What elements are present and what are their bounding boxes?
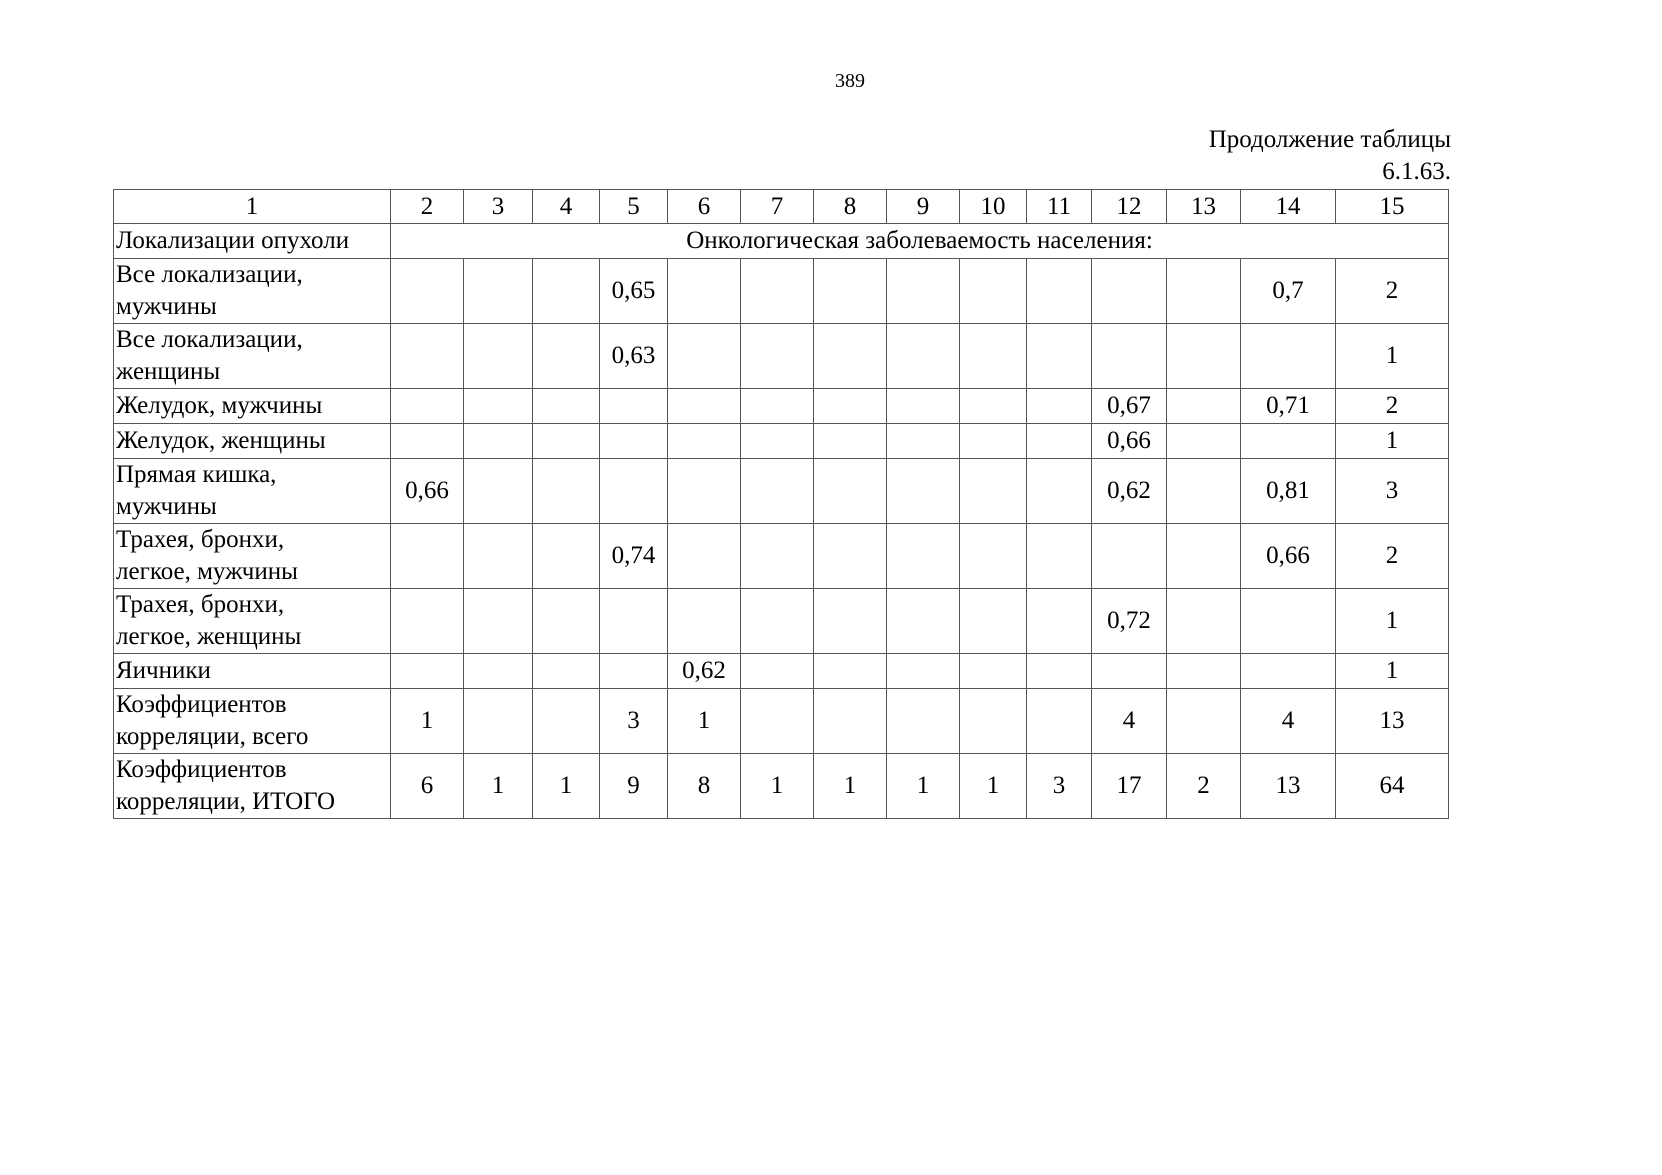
value-cell: [1027, 689, 1092, 754]
row-label-line: корреляции, ИТОГО: [116, 788, 336, 815]
value-cell: 0,81: [1241, 459, 1336, 524]
value-cell: [533, 524, 600, 589]
value-cell: [1167, 259, 1241, 324]
column-number-cell: 15: [1336, 190, 1449, 224]
value-cell: 4: [1092, 689, 1167, 754]
table-row: [114, 524, 1449, 589]
value-cell: [960, 689, 1027, 754]
row-label-cell: [114, 389, 391, 424]
value-cell: 2: [1336, 524, 1449, 589]
value-cell: [741, 459, 814, 524]
row-label-cell: [114, 524, 391, 589]
value-cell: [533, 459, 600, 524]
value-cell: 1: [464, 754, 533, 819]
value-cell: [391, 524, 464, 589]
value-cell: [960, 389, 1027, 424]
value-cell: [391, 259, 464, 324]
row-label-cell: [114, 324, 391, 389]
value-cell: 0,72: [1092, 589, 1167, 654]
row-label-cell: [114, 424, 391, 459]
value-cell: [668, 389, 741, 424]
column-number-cell: 6: [668, 190, 741, 224]
value-cell: 1: [814, 754, 887, 819]
value-cell: [814, 424, 887, 459]
value-cell: 1: [887, 754, 960, 819]
value-cell: 0,62: [668, 654, 741, 689]
value-cell: [600, 459, 668, 524]
value-cell: 0,63: [600, 324, 668, 389]
value-cell: [1167, 654, 1241, 689]
value-cell: [1167, 589, 1241, 654]
value-cell: [741, 589, 814, 654]
value-cell: 0,66: [391, 459, 464, 524]
value-cell: [533, 654, 600, 689]
value-cell: [600, 654, 668, 689]
value-cell: [533, 259, 600, 324]
value-cell: 9: [600, 754, 668, 819]
row-label-line: Коэффициентов: [116, 756, 287, 783]
value-cell: [887, 654, 960, 689]
value-cell: 0,7: [1241, 259, 1336, 324]
column-number-cell: 4: [533, 190, 600, 224]
value-cell: [391, 389, 464, 424]
value-cell: 0,62: [1092, 459, 1167, 524]
value-cell: 1: [668, 689, 741, 754]
row-label-line: корреляции, всего: [116, 723, 309, 750]
value-cell: [668, 424, 741, 459]
value-cell: 4: [1241, 689, 1336, 754]
value-cell: 1: [960, 754, 1027, 819]
value-cell: [533, 424, 600, 459]
table-caption-line1: Продолжение таблицы: [1208, 126, 1451, 153]
row-label-line: Трахея, бронхи,: [116, 526, 285, 553]
row-label-cell: [114, 259, 391, 324]
row-label-line: Прямая кишка,: [116, 461, 277, 488]
value-cell: 0,66: [1092, 424, 1167, 459]
value-cell: [741, 524, 814, 589]
value-cell: [533, 389, 600, 424]
value-cell: [668, 259, 741, 324]
value-cell: 0,74: [600, 524, 668, 589]
header-span-cell: Онкологическая заболеваемость населения:: [391, 224, 1449, 259]
value-cell: [1027, 459, 1092, 524]
value-cell: [1027, 524, 1092, 589]
value-cell: [1167, 424, 1241, 459]
value-cell: [814, 524, 887, 589]
column-number-cell: 13: [1167, 190, 1241, 224]
value-cell: [1027, 424, 1092, 459]
data-table: [113, 189, 1449, 819]
table-row: [114, 324, 1449, 389]
value-cell: [887, 689, 960, 754]
value-cell: [464, 589, 533, 654]
value-cell: [741, 654, 814, 689]
value-cell: [1092, 524, 1167, 589]
column-number-cell: 8: [814, 190, 887, 224]
table-row: [114, 689, 1449, 754]
value-cell: [887, 459, 960, 524]
row-label-line: Яичники: [116, 657, 211, 684]
value-cell: 6: [391, 754, 464, 819]
column-number-cell: 1: [114, 190, 391, 224]
table-row: [114, 259, 1449, 324]
table-row: [114, 654, 1449, 689]
value-cell: 1: [533, 754, 600, 819]
value-cell: [668, 324, 741, 389]
value-cell: [887, 589, 960, 654]
value-cell: [464, 259, 533, 324]
value-cell: [464, 389, 533, 424]
value-cell: 0,67: [1092, 389, 1167, 424]
value-cell: [391, 424, 464, 459]
table-row: [114, 459, 1449, 524]
table-row: [114, 389, 1449, 424]
value-cell: [1092, 324, 1167, 389]
row-label-line: мужчины: [116, 493, 217, 520]
value-cell: [887, 424, 960, 459]
value-cell: 2: [1336, 259, 1449, 324]
value-cell: [814, 389, 887, 424]
value-cell: [464, 689, 533, 754]
value-cell: [960, 654, 1027, 689]
value-cell: [960, 459, 1027, 524]
value-cell: [1167, 324, 1241, 389]
value-cell: [741, 424, 814, 459]
value-cell: [741, 259, 814, 324]
value-cell: 0,71: [1241, 389, 1336, 424]
value-cell: [464, 459, 533, 524]
value-cell: [960, 524, 1027, 589]
row-label-cell: [114, 654, 391, 689]
table-row: [114, 754, 1449, 819]
row-label-line: Все локализации,: [116, 261, 303, 288]
value-cell: 2: [1167, 754, 1241, 819]
row-label-line: Все локализации,: [116, 326, 303, 353]
value-cell: [1241, 424, 1336, 459]
value-cell: [1167, 524, 1241, 589]
value-cell: [668, 459, 741, 524]
row-label-line: легкое, мужчины: [116, 558, 298, 585]
column-number-cell: 9: [887, 190, 960, 224]
value-cell: 13: [1336, 689, 1449, 754]
column-number-cell: 12: [1092, 190, 1167, 224]
value-cell: 1: [1336, 424, 1449, 459]
value-cell: [668, 589, 741, 654]
value-cell: 3: [1027, 754, 1092, 819]
row-label-cell: [114, 459, 391, 524]
value-cell: [1027, 589, 1092, 654]
value-cell: [814, 324, 887, 389]
value-cell: [1167, 689, 1241, 754]
value-cell: 64: [1336, 754, 1449, 819]
value-cell: [960, 424, 1027, 459]
value-cell: 0,65: [600, 259, 668, 324]
value-cell: [887, 389, 960, 424]
row-label-line: Желудок, мужчины: [116, 392, 323, 419]
row-label-line: Желудок, женщины: [116, 427, 326, 454]
header-row: [114, 224, 1449, 259]
value-cell: 1: [1336, 589, 1449, 654]
value-cell: [814, 259, 887, 324]
value-cell: [887, 324, 960, 389]
value-cell: [464, 654, 533, 689]
row-label-line: Трахея, бронхи,: [116, 591, 285, 618]
value-cell: [600, 424, 668, 459]
value-cell: 13: [1241, 754, 1336, 819]
value-cell: 0,66: [1241, 524, 1336, 589]
value-cell: [1027, 389, 1092, 424]
value-cell: [668, 524, 741, 589]
value-cell: [960, 324, 1027, 389]
row-label-line: мужчины: [116, 293, 217, 320]
value-cell: [464, 524, 533, 589]
row-label-line: Коэффициентов: [116, 691, 287, 718]
value-cell: [1241, 324, 1336, 389]
value-cell: [464, 424, 533, 459]
column-number-cell: 11: [1027, 190, 1092, 224]
header-label-cell: Локализации опухоли: [114, 224, 391, 259]
table-row: [114, 589, 1449, 654]
column-number-cell: 7: [741, 190, 814, 224]
value-cell: [1027, 654, 1092, 689]
value-cell: 8: [668, 754, 741, 819]
table-row: [114, 424, 1449, 459]
value-cell: [960, 259, 1027, 324]
column-number-cell: 3: [464, 190, 533, 224]
value-cell: [814, 459, 887, 524]
page-number: 389: [835, 70, 865, 92]
value-cell: [960, 589, 1027, 654]
value-cell: [1241, 589, 1336, 654]
value-cell: 3: [600, 689, 668, 754]
value-cell: [814, 589, 887, 654]
column-number-cell: 10: [960, 190, 1027, 224]
value-cell: [1092, 654, 1167, 689]
value-cell: 17: [1092, 754, 1167, 819]
value-cell: [1241, 654, 1336, 689]
value-cell: 1: [1336, 654, 1449, 689]
value-cell: [887, 524, 960, 589]
column-number-cell: 2: [391, 190, 464, 224]
row-label-cell: [114, 754, 391, 819]
value-cell: [741, 324, 814, 389]
value-cell: 2: [1336, 389, 1449, 424]
column-number-cell: 14: [1241, 190, 1336, 224]
table-caption-line2: 6.1.63.: [1382, 158, 1451, 185]
table-caption: [1209, 124, 1451, 188]
row-label-cell: [114, 589, 391, 654]
column-number-cell: 5: [600, 190, 668, 224]
value-cell: [391, 324, 464, 389]
value-cell: [814, 689, 887, 754]
row-label-line: женщины: [116, 358, 221, 385]
value-cell: [887, 259, 960, 324]
value-cell: [1167, 389, 1241, 424]
value-cell: [533, 589, 600, 654]
value-cell: 1: [1336, 324, 1449, 389]
value-cell: [533, 324, 600, 389]
value-cell: [741, 689, 814, 754]
row-label-line: легкое, женщины: [116, 623, 302, 650]
value-cell: [600, 389, 668, 424]
value-cell: [741, 389, 814, 424]
value-cell: [814, 654, 887, 689]
value-cell: [600, 589, 668, 654]
value-cell: 1: [391, 689, 464, 754]
value-cell: [1092, 259, 1167, 324]
value-cell: [464, 324, 533, 389]
value-cell: [391, 654, 464, 689]
value-cell: [1027, 324, 1092, 389]
column-number-row: [114, 190, 1449, 224]
value-cell: 1: [741, 754, 814, 819]
value-cell: [533, 689, 600, 754]
value-cell: [391, 589, 464, 654]
value-cell: [1167, 459, 1241, 524]
row-label-cell: [114, 689, 391, 754]
value-cell: [1027, 259, 1092, 324]
value-cell: 3: [1336, 459, 1449, 524]
